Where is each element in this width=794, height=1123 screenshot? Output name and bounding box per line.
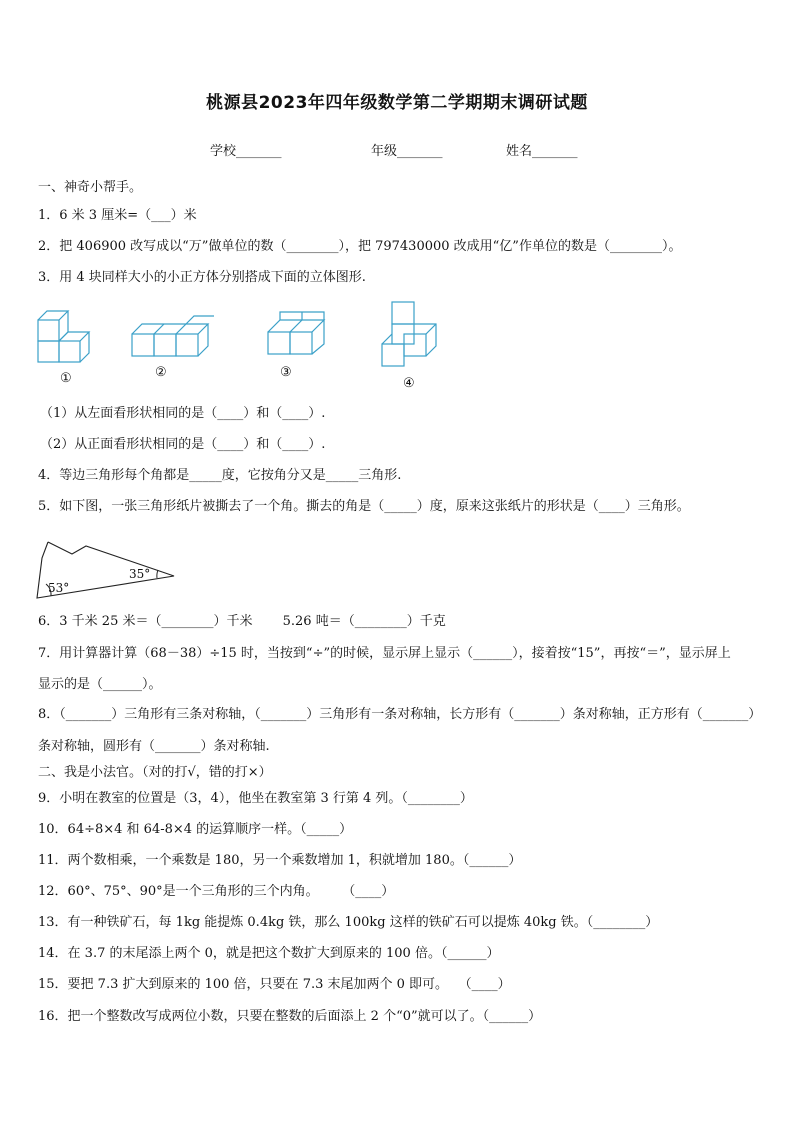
question-3: 3．用 4 块同样大小的小正方体分别搭成下面的立体图形. (38, 270, 366, 285)
question-16: 16．把一个整数改写成两位小数，只要在整数的后面添上 2 个“0”就可以了。（______） (38, 1009, 542, 1024)
question-8-line-2: 条对称轴，圆形有（_______）条对称轴. (38, 739, 270, 754)
angle-label-35: 35° (129, 567, 151, 581)
question-12: 12．60°、75°、90°是一个三角形的三个内角。 （____） (38, 884, 395, 899)
question-9: 9．小明在教室的位置是（3，4），他坐在教室第 3 行第 4 列。（________） (38, 791, 473, 806)
question-10: 10．64÷8×4 和 64-8×4 的运算顺序一样。（_____） (38, 822, 353, 837)
section-1-heading: 一、神奇小帮手。 (38, 180, 143, 195)
question-3-1: （1）从左面看形状相同的是（____）和（____）. (40, 406, 326, 421)
cube-figure-4 (380, 300, 444, 370)
section-2-heading: 二、我是小法官。（对的打√，错的打×） (38, 765, 272, 780)
figure-label-3: ③ (280, 365, 292, 380)
grade-field[interactable]: 年级_______ (371, 144, 443, 159)
figure-label-4: ④ (403, 376, 415, 391)
question-14: 14．在 3.7 的末尾添上两个 0，就是把这个数扩大到原来的 100 倍。（______） (38, 946, 500, 961)
question-13: 13．有一种铁矿石，每 1kg 能提炼 0.4kg 铁，那么 100kg 这样的铁矿石可以提炼 40kg 铁。（________） (38, 915, 659, 930)
question-3-2: （2）从正面看形状相同的是（____）和（____）. (40, 437, 326, 452)
cube-figure-2 (130, 312, 214, 358)
question-8-line-1: 8．（_______）三角形有三条对称轴，（_______）三角形有一条对称轴，长方形有（_______）条对称轴，正方形有（_______） (38, 707, 762, 722)
angle-label-53: 53° (48, 581, 70, 595)
figure-label-2: ② (155, 365, 167, 380)
question-4: 4．等边三角形每个角都是_____度，它按角分又是_____三角形. (38, 468, 402, 483)
name-field[interactable]: 姓名_______ (506, 144, 578, 159)
question-7-line-2: 显示的是（______）。 (38, 677, 162, 692)
cube-figure-3 (266, 310, 330, 358)
figure-label-1: ① (60, 371, 72, 386)
question-6: 6．3 千米 25 米＝（________）千米 5.26 吨＝（________）千克 (38, 614, 446, 629)
school-field[interactable]: 学校_______ (210, 144, 282, 159)
torn-triangle-figure (34, 540, 180, 602)
page-title: 桃源县2023年四年级数学第二学期期末调研试题 (206, 93, 588, 113)
question-5: 5．如下图，一张三角形纸片被撕去了一个角。撕去的角是（_____）度，原来这张纸片的形状是（____）三角形。 (38, 499, 690, 514)
question-7-line-1: 7．用计算器计算（68－38）÷15 时，当按到“÷”的时候，显示屏上显示（______），接着按“15”，再按“＝”，显示屏上 (38, 646, 731, 661)
cube-figure-1 (36, 304, 100, 364)
question-2: 2．把 406900 改写成以“万”做单位的数（________），把 797430000 改成用“亿”作单位的数是（________）。 (38, 239, 682, 254)
question-11: 11．两个数相乘，一个乘数是 180，另一个乘数增加 1，积就增加 180。（______） (38, 853, 522, 868)
question-1: 1．6 米 3 厘米=（___）米 (38, 208, 197, 223)
question-15: 15．要把 7.3 扩大到原来的 100 倍，只要在 7.3 末尾加两个 0 即可。 （____） (38, 977, 511, 992)
